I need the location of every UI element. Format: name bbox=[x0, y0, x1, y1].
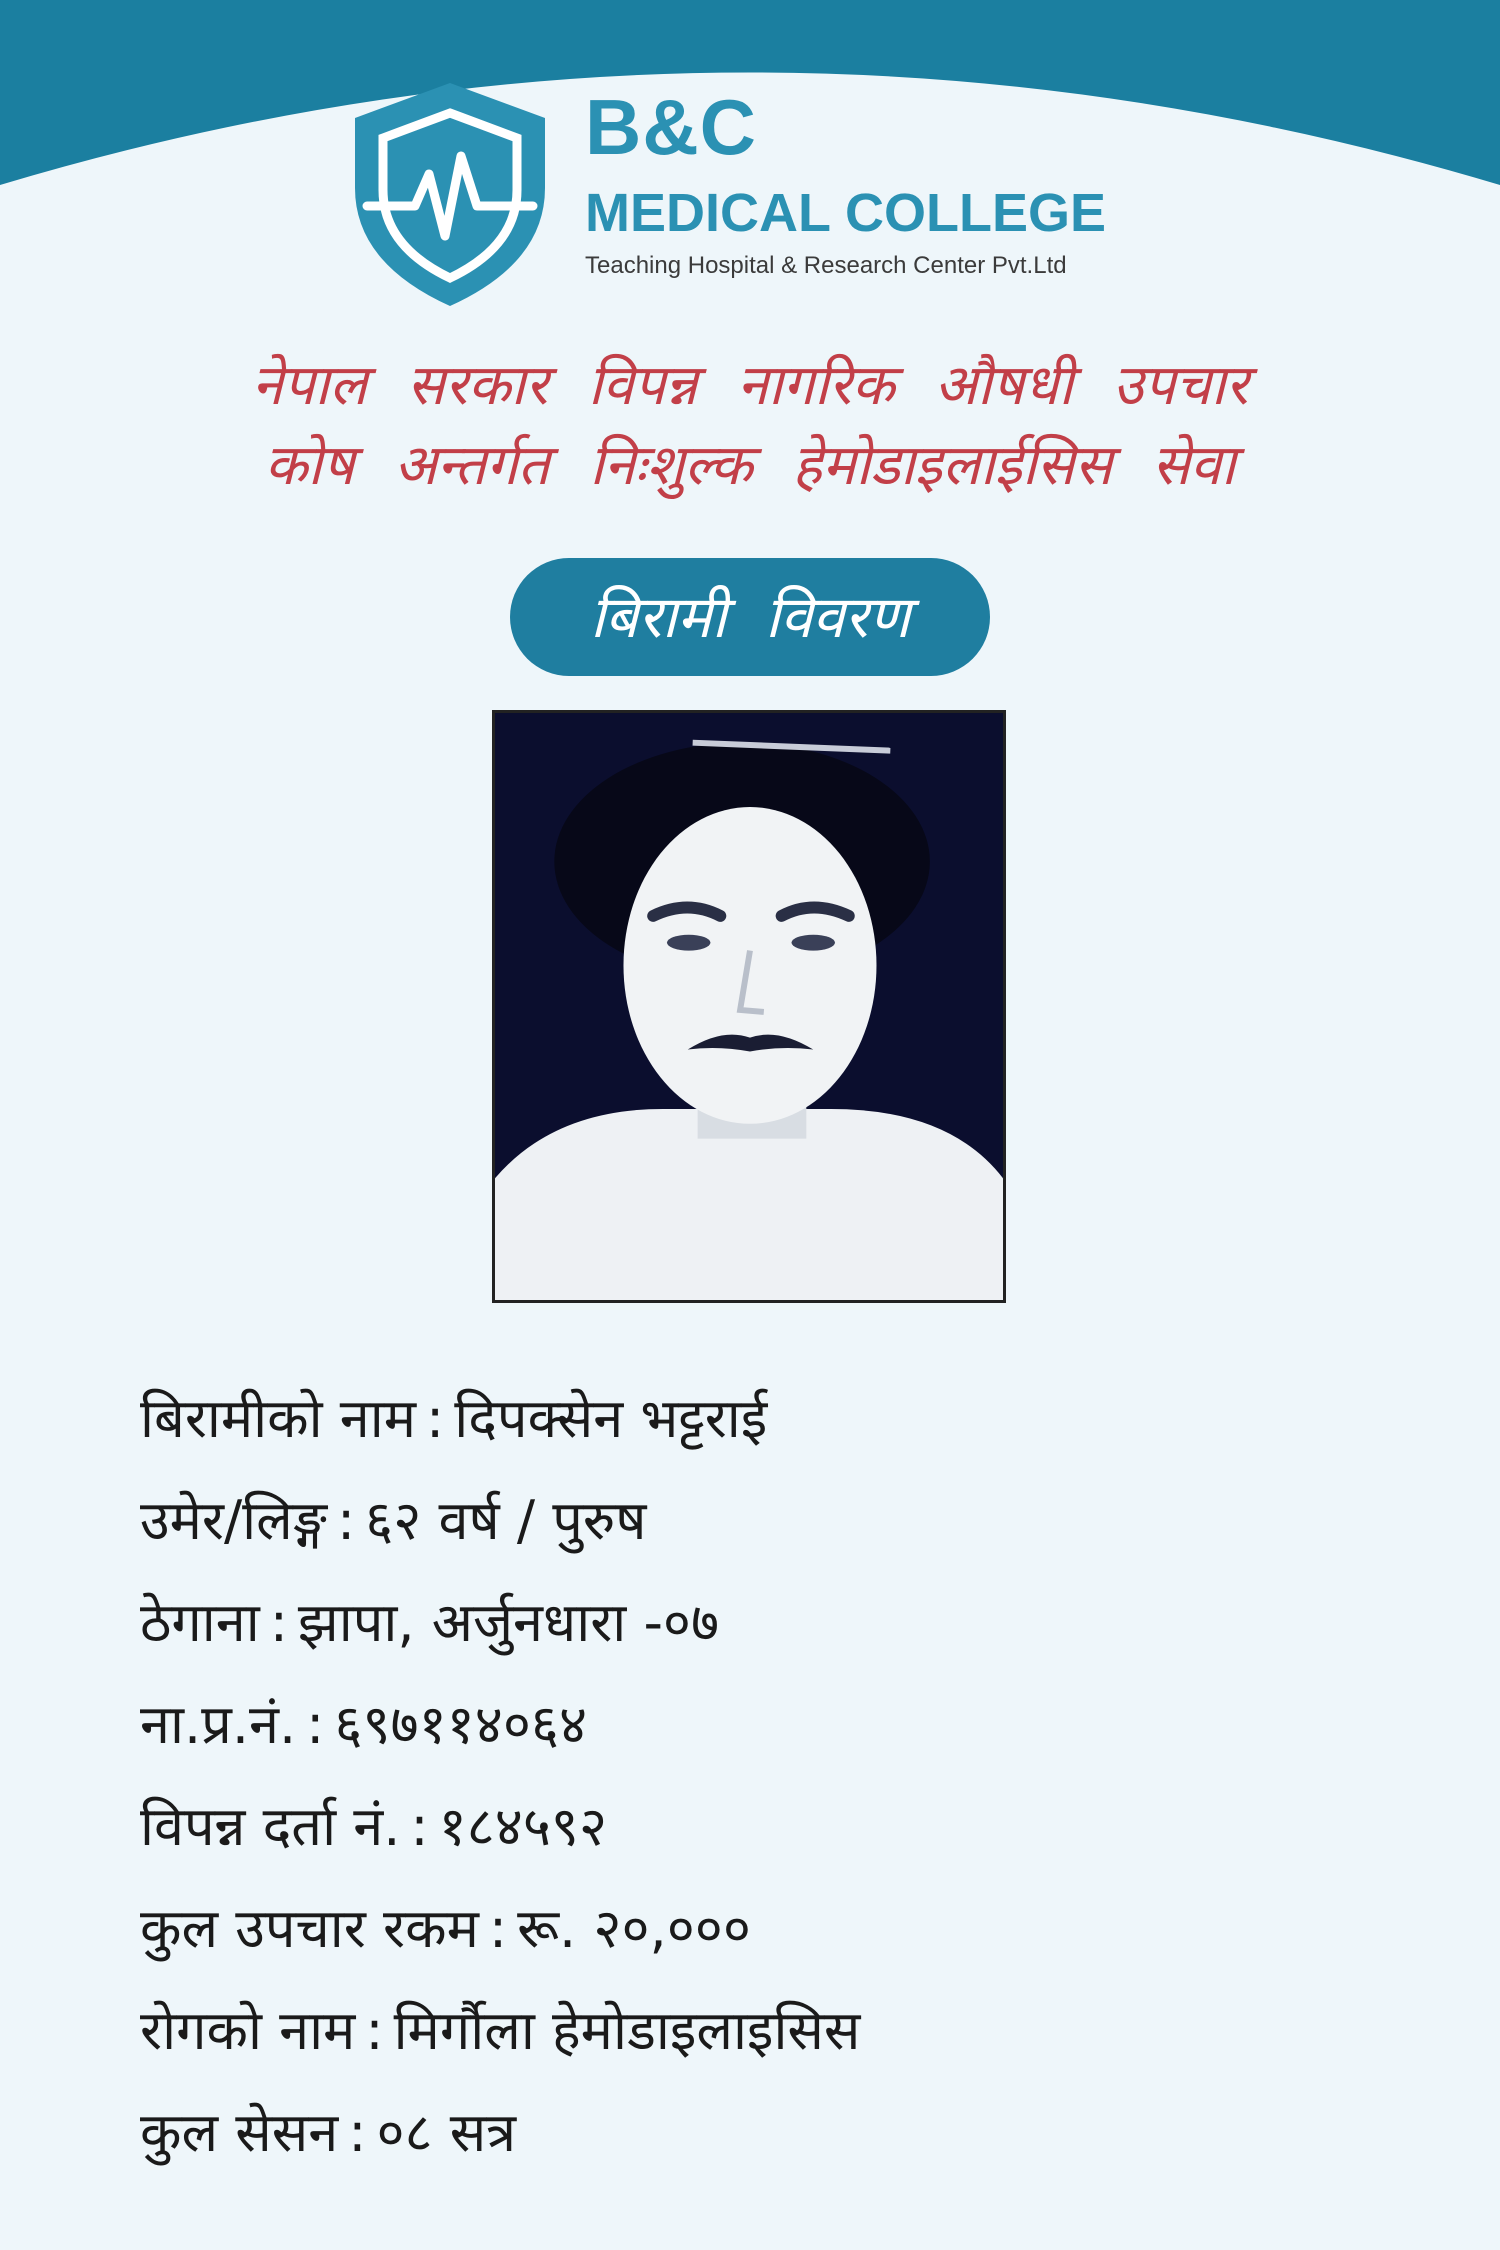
detail-row-patient-name bbox=[140, 1368, 1400, 1470]
shield-heartbeat-icon bbox=[345, 78, 555, 308]
patient-details bbox=[140, 1368, 1400, 2184]
detail-value: झापा, अर्जुनधारा -०७ bbox=[297, 1591, 720, 1654]
detail-row-total-sessions bbox=[140, 2082, 1400, 2184]
detail-row-disease-name bbox=[140, 1980, 1400, 2082]
program-heading-line2: कोष अन्तर्गत निःशुल्क हेमोडाइलाईसिस सेवा bbox=[264, 433, 1236, 498]
detail-label: रोगको नाम bbox=[140, 1999, 356, 2062]
detail-value: दिपक्सेन भट्टराई bbox=[454, 1387, 768, 1450]
detail-value: ६९७११४०६४ bbox=[334, 1693, 588, 1756]
detail-label: बिरामीको नाम bbox=[140, 1387, 417, 1450]
detail-row-age-gender bbox=[140, 1470, 1400, 1572]
brand-name: B&C bbox=[585, 83, 757, 171]
detail-value: ०८ सत्र bbox=[376, 2101, 517, 2164]
detail-separator: : bbox=[410, 1795, 429, 1858]
detail-label: उमेर/लिङ्ग bbox=[140, 1489, 327, 1552]
detail-label: कुल उपचार रकम bbox=[140, 1897, 479, 1960]
program-heading-line1: नेपाल सरकार विपन्न नागरिक औषधी उपचार bbox=[251, 353, 1249, 418]
detail-separator: : bbox=[269, 1591, 288, 1654]
detail-separator: : bbox=[488, 1897, 508, 1960]
detail-separator: : bbox=[306, 1693, 325, 1756]
detail-label: ठेगाना bbox=[140, 1591, 260, 1654]
section-title-pill bbox=[510, 558, 990, 676]
detail-value: १८४५९२ bbox=[438, 1795, 608, 1858]
detail-label: ना.प्र.नं. bbox=[140, 1693, 297, 1756]
detail-label: विपन्न दर्ता नं. bbox=[140, 1795, 401, 1858]
detail-separator: : bbox=[348, 2101, 367, 2164]
detail-value: मिर्गौला हेमोडाइलाइसिस bbox=[393, 1999, 861, 2062]
section-title: बिरामी विवरण bbox=[589, 583, 911, 651]
detail-row-address bbox=[140, 1572, 1400, 1674]
patient-photo bbox=[492, 710, 1006, 1303]
detail-value: रू. २०,००० bbox=[517, 1897, 751, 1960]
detail-separator: : bbox=[336, 1489, 356, 1552]
detail-separator: : bbox=[426, 1387, 445, 1450]
college-logo bbox=[345, 78, 1165, 308]
detail-row-registration-no bbox=[140, 1776, 1400, 1878]
brand-tagline: Teaching Hospital & Research Center Pvt.Ltd bbox=[585, 252, 1067, 279]
detail-label: कुल सेसन bbox=[140, 2101, 339, 2164]
detail-separator: : bbox=[365, 1999, 384, 2062]
detail-row-citizenship-no bbox=[140, 1674, 1400, 1776]
detail-row-total-amount bbox=[140, 1878, 1400, 1980]
detail-value: ६२ वर्ष / पुरुष bbox=[365, 1489, 647, 1552]
brand-college-name: MEDICAL COLLEGE bbox=[585, 183, 1107, 243]
